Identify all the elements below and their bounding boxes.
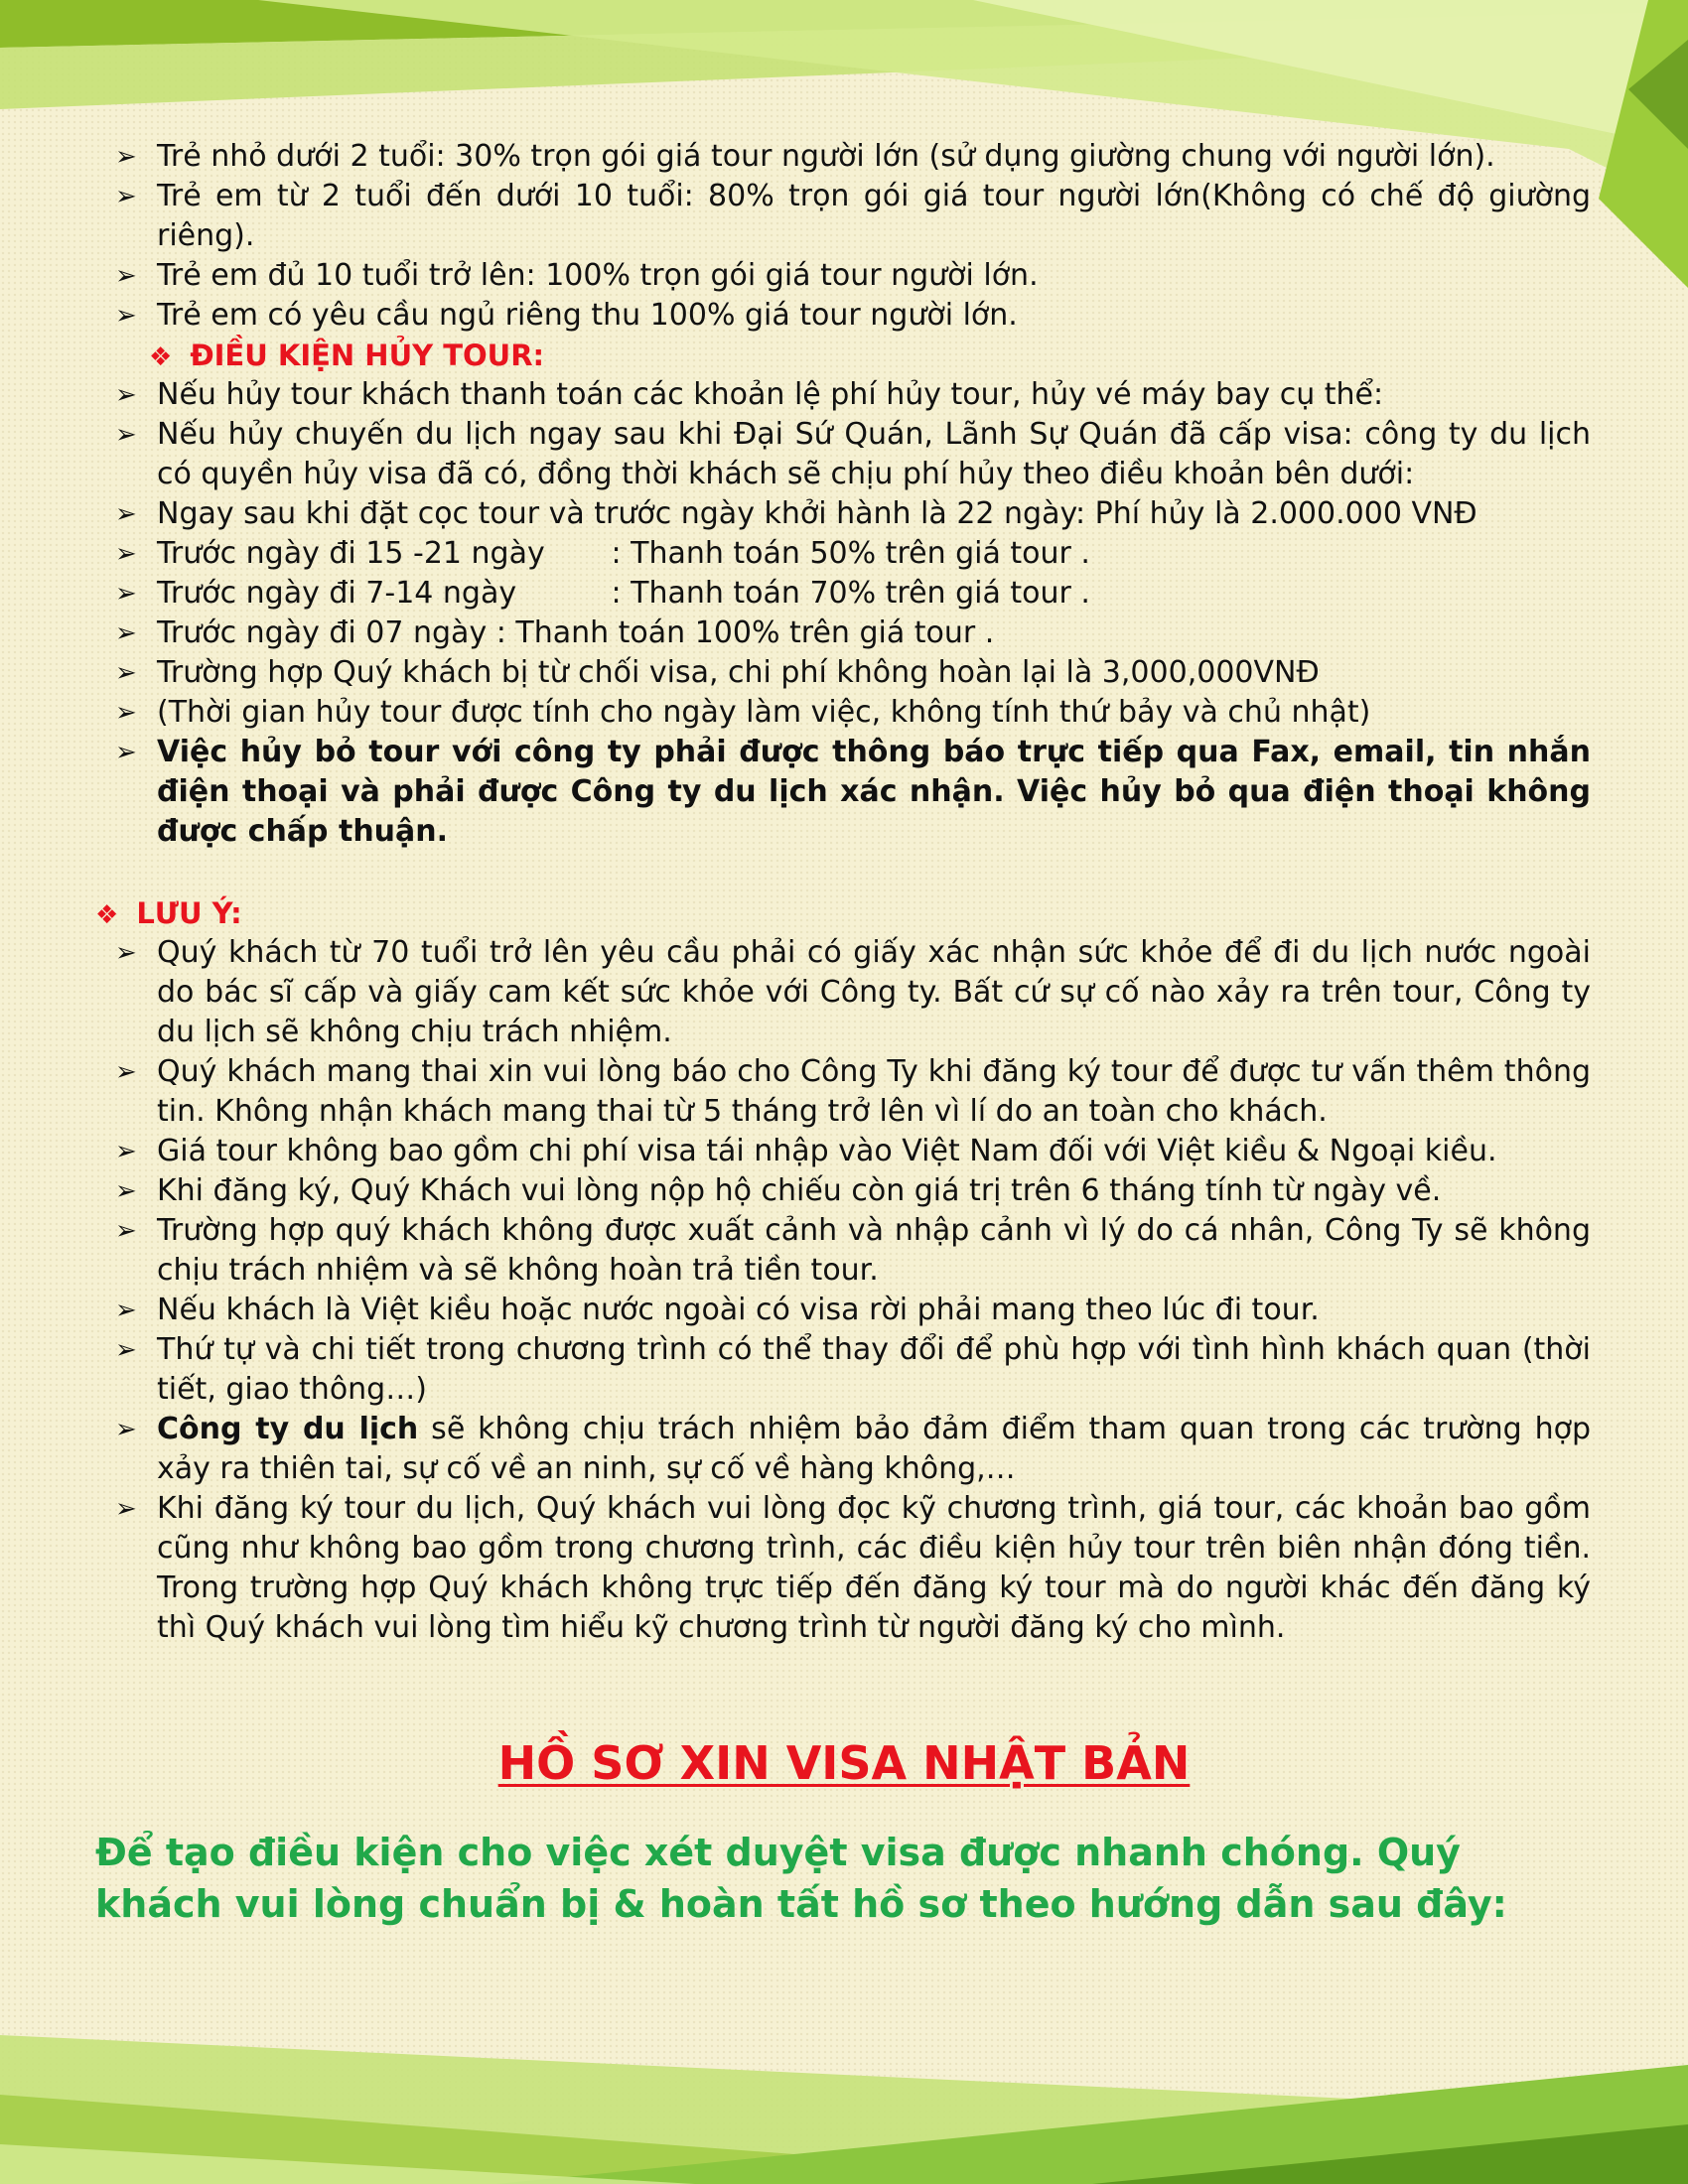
list-item: ➢ Khi đăng ký, Quý Khách vui lòng nộp hộ chiếu còn giá trị trên 6 tháng tính từ ngày về. xyxy=(109,1171,1591,1211)
list-item: ➢ (Thời gian hủy tour được tính cho ngày làm việc, không tính thứ bảy và chủ nhật) xyxy=(109,693,1591,733)
list-item: ➢ Trẻ em từ 2 tuổi đến dưới 10 tuổi: 80% trọn gói giá tour người lớn(Không có chế độ giường riêng). xyxy=(109,177,1591,256)
list-item-important: ➢ Việc hủy bỏ tour với công ty phải được thông báo trực tiếp qua Fax, email, tin nhắn điện thoại và phải được Công ty du lịch xác nhận. Việc hủy bỏ qua điện thoại không được chấp thuận. xyxy=(109,733,1591,852)
list-item: ➢ Trẻ nhỏ dưới 2 tuổi: 30% trọn gói giá tour người lớn (sử dụng giường chung với người lớn). xyxy=(109,137,1591,177)
list-item: ➢ Quý khách từ 70 tuổi trở lên yêu cầu phải có giấy xác nhận sức khỏe để đi du lịch nước ngoài do bác sĩ cấp và giấy cam kết sức khỏe với Công ty. Bất cứ sự cố nào xảy ra trên tour, Công ty du lịch sẽ không chịu trách nhiệm. xyxy=(109,933,1591,1052)
list-item: ➢ Trước ngày đi 7-14 ngày : Thanh toán 70% trên giá tour . xyxy=(109,574,1591,614)
list-item: ➢ Nếu hủy chuyến du lịch ngay sau khi Đại Sứ Quán, Lãnh Sự Quán đã cấp visa: công ty du lịch có quyền hủy visa đã có, đồng thời khách sẽ chịu phí hủy theo điều khoản bên dưới: xyxy=(109,415,1591,494)
list-item: ➢ Công ty du lịch sẽ không chịu trách nhiệm bảo đảm điểm tham quan trong các trường hợp xảy ra thiên tai, sự cố về an ninh, sự cố về hàng không,… xyxy=(109,1410,1591,1489)
notes-list xyxy=(109,933,1591,1648)
list-item: ➢ Trường hợp quý khách không được xuất cảnh và nhập cảnh vì lý do cá nhân, Công Ty sẽ không chịu trách nhiệm và sẽ không hoàn trả tiền tour. xyxy=(109,1211,1591,1291)
list-item: ➢ Khi đăng ký tour du lịch, Quý khách vui lòng đọc kỹ chương trình, giá tour, các khoản bao gồm cũng như không bao gồm trong chương trình, các điều kiện hủy tour trên biên nhận đóng tiền. Trong trường hợp Quý khách không trực tiếp đến đăng ký tour mà do người khác đến đăng ký thì Quý khách vui lòng tìm hiểu kỹ chương trình từ người đăng ký cho mình. xyxy=(109,1489,1591,1648)
list-item: ➢ Trẻ em có yêu cầu ngủ riêng thu 100% giá tour người lớn. xyxy=(109,296,1591,336)
cancellation-heading: ❖ ĐIỀU KIỆN HỦY TOUR: xyxy=(149,339,545,372)
list-item: ➢ Ngay sau khi đặt cọc tour và trước ngày khởi hành là 22 ngày: Phí hủy là 2.000.000 VNĐ xyxy=(109,494,1591,534)
child-pricing-list xyxy=(109,137,1591,336)
list-item: ➢ Nếu hủy tour khách thanh toán các khoản lệ phí hủy tour, hủy vé máy bay cụ thể: xyxy=(109,375,1591,415)
list-item: ➢ Trước ngày đi 07 ngày : Thanh toán 100% trên giá tour . xyxy=(109,614,1591,653)
visa-title: HỒ SƠ XIN VISA NHẬT BẢN xyxy=(497,1736,1191,1790)
list-item: ➢ Trước ngày đi 15 -21 ngày : Thanh toán 50% trên giá tour . xyxy=(109,534,1591,574)
list-item: ➢ Giá tour không bao gồm chi phí visa tái nhập vào Việt Nam đối với Việt kiều & Ngoại kiều. xyxy=(109,1132,1591,1171)
list-item: ➢ Thứ tự và chi tiết trong chương trình có thể thay đổi để phù hợp với tình hình khách quan (thời tiết, giao thông…) xyxy=(109,1330,1591,1410)
visa-intro: Để tạo điều kiện cho việc xét duyệt visa được nhanh chóng. Quý khách vui lòng chuẩn bị & hoàn tất hồ sơ theo hướng dẫn sau đây: xyxy=(95,1831,1507,1926)
list-item: ➢ Trường hợp Quý khách bị từ chối visa, chi phí không hoàn lại là 3,000,000VNĐ xyxy=(109,653,1591,693)
list-item: ➢ Trẻ em đủ 10 tuổi trở lên: 100% trọn gói giá tour người lớn. xyxy=(109,256,1591,296)
diamond-bullet-icon: ❖ xyxy=(95,900,119,930)
company-name: Công ty du lịch xyxy=(157,1412,419,1446)
list-item: ➢ Nếu khách là Việt kiều hoặc nước ngoài có visa rời phải mang theo lúc đi tour. xyxy=(109,1291,1591,1330)
notes-heading: ❖ LƯU Ý: xyxy=(95,896,242,930)
cancellation-list xyxy=(109,375,1591,852)
diamond-bullet-icon: ❖ xyxy=(149,342,173,372)
list-item: ➢ Quý khách mang thai xin vui lòng báo cho Công Ty khi đăng ký tour để được tư vấn thêm thông tin. Không nhận khách mang thai từ 5 tháng trở lên vì lí do an toàn cho khách. xyxy=(109,1052,1591,1132)
